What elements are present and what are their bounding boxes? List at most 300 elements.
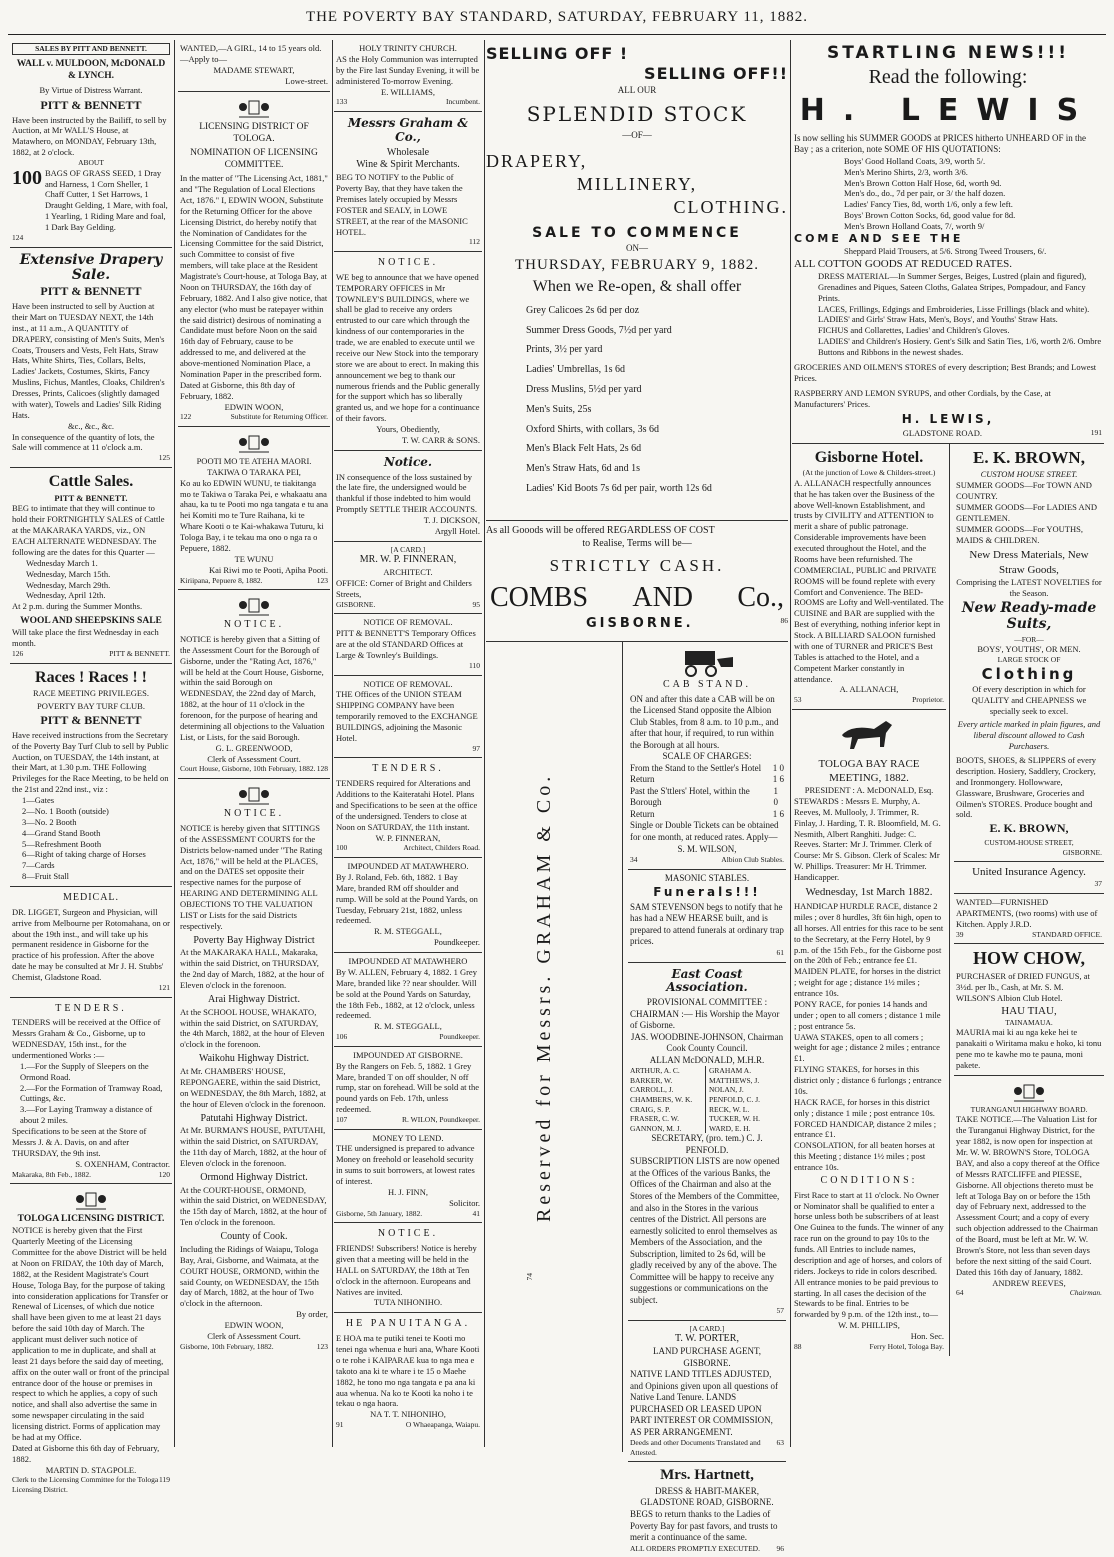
price-item: Men's Black Felt Hats, 2s 6d xyxy=(526,443,642,455)
architect-card xyxy=(334,542,482,615)
of-line: —OF— xyxy=(622,130,652,141)
coat-of-arms-icon xyxy=(237,432,271,454)
signature: E. WILLIAMS, xyxy=(381,86,435,97)
committee-title: PROVISIONAL COMMITTEE : xyxy=(646,997,768,1008)
reserved-label: Reserved for Messrs. GRAHAM & Co. xyxy=(533,772,555,1222)
architect-name: MR. W. P. FINNERAN, xyxy=(359,554,457,566)
brown-comp: Comprising the LATEST NOVELTIES for the Season. xyxy=(956,576,1102,598)
money-title: MONEY TO LEND. xyxy=(372,1132,444,1143)
district-text: At the MAKARAKA HALL, Makaraka, within the said District, on THURSDAY, the 2nd day of March, 1882, at the hour of Eleven o'clock in the forenoon. xyxy=(180,947,325,991)
panuitanga-title: HE PANUITANGA. xyxy=(345,1318,471,1330)
drapery-sale-ad xyxy=(10,248,172,468)
coat-of-arms-icon xyxy=(237,97,271,119)
column-5 xyxy=(792,40,1104,1449)
column-1 xyxy=(10,40,172,1495)
cotton-goods: ALL COTTON GOODS AT REDUCED RATES. xyxy=(794,257,1012,270)
signature: W. M. PHILLIPS, xyxy=(838,1320,900,1331)
place-line: GLADSTONE ROAD, GISBORNE. xyxy=(640,1497,774,1508)
scale-price: 1 6 xyxy=(772,808,784,819)
race-privileges: RACE MEETING PRIVILEGES. xyxy=(33,688,149,699)
instruction-text: Have been instructed by the Bailiff, to sell by Auction, at Mr WALL'S House, at Matawhero, on MONDAY, February 13th, 1882, at 2 o'clock. xyxy=(12,114,167,158)
tenders-text: TENDERS will be received at the Office of Messrs Graham & Co., Gisborne, up to WEDNESDAY, 15th inst., for the undermentioned Works :— xyxy=(12,1017,161,1060)
notice-text: WE beg to announce that we have opened TEMPORARY OFFICES in Mr TOWNLEY'S BUILDINGS, where we shall be glad to receive any orders entrusted to our care which through the kindness of our contemporaries in the trade, we are enabled to execute until we receive our New Stock into the temporary store we are about to erect. In making this announcement we beg to thank our numerous friends and the Public generally for the support which has so liberally granted us, and we hope for a continuance of their favors. xyxy=(336,271,480,424)
graham-title: Messrs Graham & Co., xyxy=(347,115,469,144)
removal-title: NOTICE OF REMOVAL. xyxy=(363,617,453,628)
races-title: Races ! Races ! ! xyxy=(35,668,147,686)
signature: R. M. STEGGALL, xyxy=(374,926,442,937)
signature: H. J. FINN, xyxy=(388,1186,428,1197)
price-item: Prints, 3½ per yard xyxy=(526,344,603,356)
ad-number: 121 xyxy=(158,982,170,992)
maori-notice-ad xyxy=(178,427,330,590)
scale-trip: Past the S'ttlers' Hotel, within the Borough xyxy=(630,785,750,808)
price-item: Oxford Shirts, with collars, 3s 6d xyxy=(526,423,660,435)
price-item: Dress Muslins, 5½d per yard xyxy=(526,383,642,395)
nomination-title: NOMINATION OF LICENSING COMMITTEE. xyxy=(190,147,318,170)
church-text: AS the Holy Communion was interrupted by the Fire last Sunday Evening, it will be administered To-morrow Evening. xyxy=(336,53,480,86)
cattle-text: BEG to intimate that they will continue to hold their FORTNIGHTLY SALES of Cattle at the MAKARAKA YARDS, viz., ON EACH ALTERNATE WEDNESDAY. The following are the dates for this Quarter — xyxy=(12,503,165,557)
column-rule xyxy=(484,40,485,1447)
how-chow-text: PURCHASER of DRIED FUNGUS, at 3½d. per lb., Cash, at Mr. S. M. WILSON'S Albion Club Hotel. xyxy=(956,970,1090,1003)
tologa-licensing-ad xyxy=(10,1184,172,1498)
hotel-text: A. ALLANACH respectfully announces that he has taken over the Business of the above Well-known Establishment, and trusts by CIVILITY and ATTENTION to merit a share of public patronage. Considerable improvements have been executed throughout the Hotel, and the Rooms have been refurnished. The COMMERCIAL, PUBLIC and PRIVATE ROOMS will be found replete with every Comfort and Convenience. The BED-ROOMS are Lofty and Well-ventilated. The CUISINE and BAR are supplied with the Best of everything, nothing inferior kept in Stock. A BILLIARD SALOON furnished with one of TURNER and PRICE'S Best Tables is attached to the Hotel, and a Competent Marker constantly in attendance. xyxy=(794,477,944,684)
notice-text: IN consequence of the loss sustained by the late fire, the undersigned would be thankful if those indebted to him would Promptly SETTLE THEIR ACCOUNTS. xyxy=(336,471,478,515)
realise-line: to Realise, Terms will be— xyxy=(582,537,692,549)
masthead-rule xyxy=(8,34,1106,35)
col5-right xyxy=(950,444,1104,1356)
member: ARTHUR, A. C. xyxy=(630,1066,680,1076)
privilege-item: 8—Fruit Stall xyxy=(22,871,69,882)
signatory-role: Architect, Childers Road. xyxy=(403,843,480,853)
etc-line: &c., &c., &c. xyxy=(67,420,115,431)
reserved-space xyxy=(486,642,623,1452)
ad-number: 123 xyxy=(316,575,328,585)
race-event: HACK RACE, for horses in this district only ; distance 1 mile ; post entrance 10s. xyxy=(794,1096,935,1118)
privilege-item: 7—Cards xyxy=(22,860,55,871)
notice-title: Notice. xyxy=(383,454,433,469)
race-event: FLYING STAKES, for horses in this district only ; distance 6 furlongs ; entrance 10s. xyxy=(794,1064,942,1096)
east-coast-title: East Coast Association. xyxy=(666,966,748,995)
impounded-title: IMPOUNDED AT MATAWHERO. xyxy=(347,861,469,872)
wanted-text: WANTED,—A GIRL, 14 to 15 years old.—Apply to— xyxy=(180,43,322,64)
combs-sale-ad xyxy=(486,44,788,521)
about-label: ABOUT xyxy=(78,158,104,168)
chairman-line: CHAIRMAN :— His Worship the Mayor of Gisborne. xyxy=(630,1008,780,1031)
raspberry-line: RASPBERRY AND LEMON SYRUPS, and other Cordials, by the Case, at Manufacturers' Prices. xyxy=(794,387,1051,409)
signature: E. K. BROWN, xyxy=(989,821,1069,836)
sheppard-line: Sheppard Plaid Trousers, at 5/6. Strong Tweed Trousers, 6/. xyxy=(844,245,1047,256)
card-label: [A CARD.] xyxy=(390,544,426,554)
brown-goods: SUMMER GOODS—For YOUTHS, MAIDS & CHILDREN. xyxy=(956,523,1083,545)
ek-brown-ad xyxy=(954,444,1104,863)
date-line: Gisborne, 5th January, 1882. xyxy=(336,1208,423,1218)
scale-trip: Return xyxy=(630,808,655,819)
lewis-more-item: LACES, Frillings, Edgings and Embroideries, Lisse Frillings (black and white). xyxy=(818,303,1090,314)
notice-text: NOTICE is hereby given that SITTINGS of the ASSESSMENT COURTS for the Districts below-named under "The Rating Act, 1876," will be held at the PLACES, and on the DATES set opposite their respective names for the purpose of HEARING AND DETERMINING ALL OBJECTIONS TO THE VALUATION LIST or Lists for the said Districts respectively. xyxy=(180,822,323,931)
tologa-title: TOLOGA LICENSING DISTRICT. xyxy=(17,1214,165,1225)
licensing-nomination-ad xyxy=(178,92,330,427)
sale-date: THURSDAY, FEBRUARY 9, 1882. xyxy=(515,257,759,274)
signature: MADAME STEWART, xyxy=(213,64,295,75)
bags-count: 100 xyxy=(12,166,42,189)
race-event: MAIDEN PLATE, for horses in the district ; weight for age ; distance 1½ miles ; entrance 10s. xyxy=(794,966,941,999)
ad-number: 100 xyxy=(336,843,348,853)
brown-title: E. K. BROWN, xyxy=(973,447,1085,467)
signatory-role: Clerk to the Licensing Committee for the Tologa Licensing District. xyxy=(12,1475,159,1495)
impounded-1 xyxy=(334,858,482,953)
tologa-text: NOTICE is hereby given that the First Quarterly Meeting of the Licensing Committee for the above District will be held at Noon on FRIDAY, the 10th day of March, 1882, at the Resident Magistrate's Court House, Tologa Bay, for the purpose of taking into consideration applications for Transfer or Renewal of Licenses, of which due notice shall have been given to me at least 21 days before the said 10th day of March. The applicant must deliver such notice of application to me in duplicate, and shall at least 21 days before the said day of meeting, affix on the outer wall or front of the principal entrance door of the house or premises in respect to which he applies, a copy of such notice, and shall also advertise the same in some newspaper circulating in the said licensing district. Forms of application may be had at my Office. xyxy=(12,1225,170,1442)
horse-icon xyxy=(834,715,904,755)
church-notice xyxy=(334,40,482,112)
notice-title: NOTICE. xyxy=(223,619,285,631)
for-line: —FOR— xyxy=(1014,634,1044,644)
signature: TUTA NIHONIHO. xyxy=(373,1297,443,1308)
district-title: Patutahi Highway District. xyxy=(200,1112,308,1124)
brown-clothing: Clothing xyxy=(981,664,1077,683)
place-line: GISBORNE. xyxy=(336,599,376,609)
cattle-date: Wednesday March 1. xyxy=(26,557,98,568)
signatory-role: Substitute for Returning Officer. xyxy=(230,412,328,422)
removal-title: NOTICE OF REMOVAL. xyxy=(363,678,453,689)
conditions-text: First Race to start at 11 o'clock. No Owner or Nominator shall be qualified to enter a horse unless both be subscribers of at least One Guinea to the funds. The winner of any race run on the ground to pay 10s to the funds. All Entries to include names, description and age of horses, and colors of riders. Jockeys to ride in colors described. All entrance monies to be paid previous to starting. In all cases the decision of the Stewards to be final. Entries to be forwarded by 9 p.m. of the 12th inst., to— xyxy=(794,1189,944,1320)
tenders-ad xyxy=(10,998,172,1185)
masonic-title: MASONIC STABLES. xyxy=(664,872,750,883)
ad-number: 61 xyxy=(776,947,784,957)
co-word: Co., xyxy=(737,582,784,614)
tenders-spec: Specifications to be seen at the Store of Messrs J. & A. Davis, on and after THURSDAY, the 9th inst. xyxy=(12,1126,147,1158)
date-line: Dated this 16th day of January, 1882. xyxy=(956,1266,1083,1277)
wool-text: Will take place the first Wednesday in each month. xyxy=(12,627,159,649)
tologa-race-ad xyxy=(792,710,946,1356)
col5-lower xyxy=(792,444,1104,1356)
maori-text: Ko au ko EDWIN WUNU, te tiakitanga mo te Takiwa o Taraka Pei, e whakaatu ana ahau, ka tu te Pooti mo nga tangata e tu ana hei Komiti mo te Ture Raihana, ki te Whare Kooti o te Kai-whakawa Tuturu, ki Tologa Bay, i te tekau ma ono o nga ra o Pepuere, 1882. xyxy=(180,477,328,553)
graham-subtitle: Wholesale xyxy=(386,146,430,158)
ad-number: 34 xyxy=(630,855,638,865)
price-item: Ladies' Umbrellas, 1s 6d xyxy=(526,364,626,376)
regardless-line: As all Gooods will be offered REGARDLESS OF COST xyxy=(486,525,715,536)
tainamaua: TAINAMAUA. xyxy=(1005,1017,1053,1027)
turf-club: POVERTY BAY TURF CLUB. xyxy=(37,701,145,712)
date-line: Dated at Gisborne, this 8th day of February, 1882. xyxy=(180,379,295,401)
races-text: Have received instructions from the Secretary of the Poverty Bay Turf Club to sell by Public Auction, on TUESDAY, the 14th instant, at their Mart, at 1.30 p.m. THE Following Privileges for the Race Meeting, to be held on the 21st and 22nd inst., viz : xyxy=(12,729,169,795)
right-ads xyxy=(628,642,786,1557)
hartnett-subtitle: DRESS & HABIT-MAKER, xyxy=(655,1485,759,1496)
hotel-subtitle: (At the junction of Lowe & Childers-street.) xyxy=(802,468,936,478)
signatory-role: Incumbent. xyxy=(446,97,480,107)
privilege-item: 2—No. 1 Booth (outside) xyxy=(22,805,109,816)
strictly-cash: STRICTLY CASH. xyxy=(549,555,725,575)
signature: EDWIN WOON, xyxy=(224,401,284,412)
hartnett-title: Mrs. Hartnett, xyxy=(660,1467,754,1484)
cattle-sales-ad xyxy=(10,468,172,664)
auctioneer-name: PITT & BENNETT xyxy=(40,97,142,112)
signature: MARTIN D. STAGPOLE. xyxy=(45,1464,137,1475)
card-label: [A CARD.] xyxy=(689,1323,725,1333)
gisborne-word: GISBORNE. xyxy=(586,616,694,632)
signature: T. W. CARR & SONS. xyxy=(401,434,480,445)
signature: S. OXENHAM, Contractor. xyxy=(75,1158,170,1169)
member: WARD, E. H. xyxy=(709,1123,751,1133)
place-line: GISBORNE. xyxy=(683,1357,731,1368)
ad-number: 74 xyxy=(524,1273,534,1281)
ad-number: 39 xyxy=(956,929,964,939)
tender-item: 3.—For Laying Tramway a distance of about 2 miles. xyxy=(20,1104,153,1126)
price-item: Men's Suits, 25s xyxy=(526,403,592,415)
ad-number: 128 xyxy=(316,764,328,774)
place-line: Lowe-street. xyxy=(285,75,328,86)
signature: ANDREW REEVES, xyxy=(992,1277,1066,1288)
lewis-more-item: FICHUS and Collarettes, Ladies' and Children's Gloves. xyxy=(818,325,1010,336)
impounded-title: IMPOUNDED AT MATAWHERO xyxy=(348,956,468,967)
scale-trip: Return xyxy=(630,774,655,785)
removal-notice-1 xyxy=(334,614,482,675)
column-rule xyxy=(174,40,175,1447)
race-event: HANDICAP HURDLE RACE, distance 2 miles ; over 8 hurdles, 3ft 6in high, open to all horses. All entries for this race to be sent to the Secretary, at the Ferry Hotel, by 9 p.m. of the 15th Feb., for the Gisborne post on the 20th of Feb.; entrance fee £1. xyxy=(794,901,944,966)
funerals-ad xyxy=(628,870,786,963)
signatory-role: Albion Club Stables. xyxy=(721,855,784,865)
lewis-intro: Is now selling his SUMMER GOODS at PRICES hitherto UNHEARD OF in the Bay ; as a criterion, note SOME OF HIS QUOTATIONS: xyxy=(794,132,1087,155)
nomination-text: In the matter of "The Licensing Act, 1881," and "The Regulation of Local Elections Act, 1876." I, EDWIN WOON, Substitute for the Returning Officer for the above Licensing District, do hereby notify that the Nomination of Candidates for the Licensing Committee for the said District, such Committee to consist of five members, will take place at the Resident Magistrate's Court-house, at Tologa Bay, at Noon on THURSDAY, the 16th day of February, 1882. And I also give notice, that any elector (who must be ratepayer within the said district) desirous of nominating a Candidate must before Noon on the said 16th day of February, cause to be addressed to me, and delivered at the above-mentioned Nomination Place, a Nomination Paper in the prescribed form. xyxy=(180,173,328,379)
money-lend-ad xyxy=(334,1130,482,1224)
cab-note: Single or Double Tickets can be obtained for one month, at reduced rates. Apply— xyxy=(630,820,779,842)
price-item: Men's Straw Hats, 6d and 1s xyxy=(526,463,641,475)
committee-member: ALLAN McDONALD, M.H.R. xyxy=(649,1054,765,1065)
auctioneer-name: PITT & BENNETT xyxy=(40,713,142,727)
licensing-title: LICENSING DISTRICT OF TOLOGA. xyxy=(199,121,309,144)
date-line: Makaraka, 8th Feb., 1882. xyxy=(12,1169,91,1179)
member: MATTHEWS, J. xyxy=(709,1075,760,1085)
privilege-item: 4—Grand Stand Booth xyxy=(22,827,101,838)
column-2 xyxy=(178,40,330,1449)
coat-of-arms-icon xyxy=(237,784,271,806)
notice-title: NOTICE. xyxy=(377,1228,439,1240)
race-date: Wednesday, 1st March 1882. xyxy=(805,885,933,898)
on-line: ON— xyxy=(626,242,648,253)
porter-name: T. W. PORTER, xyxy=(675,1333,739,1345)
member: CRAIG, S. P. xyxy=(630,1104,671,1114)
porter-role: LAND PURCHASE AGENT, xyxy=(652,1346,762,1357)
signature: NA T. T. NIHONIHO, xyxy=(370,1409,446,1420)
ad-number: 53 xyxy=(794,695,802,705)
ad-number: 126 xyxy=(12,649,24,659)
place-line: GISBORNE. xyxy=(1062,847,1102,857)
brown-goods: SUMMER GOODS—For LADIES AND GENTLEMEN. xyxy=(956,501,1097,523)
auctioneer-name: PITT & BENNETT xyxy=(40,284,142,299)
races-ad xyxy=(10,664,172,887)
signatory-role: CUSTOM-HOUSE STREET, xyxy=(984,838,1074,848)
lewis-item: Men's Merino Shirts, 2/3, worth 3/6. xyxy=(844,166,968,177)
date-line: Dated at Gisborne this 6th day of February, 1882. xyxy=(12,1442,160,1464)
graham-text: BEG TO NOTIFY to the Public of Poverty Bay, that they have taken the Premises lately occupied by Messrs FOSTER and SEALY, in LOWE STREET, at the rear of the MASONIC HOTEL. xyxy=(336,172,468,237)
hartnett-text: BEGS to return thanks to the Ladies of Poverty Bay for past favors, and trusts to merit a continuance of the same. xyxy=(630,1508,778,1543)
ad-number: 95 xyxy=(472,599,480,609)
drapery-title: Extensive Drapery Sale. xyxy=(19,251,163,283)
wanted-girl-ad xyxy=(178,40,330,92)
signatory-role: Poundkeeper. xyxy=(439,1032,480,1042)
district-title: Waikohu Highway District. xyxy=(198,1053,309,1065)
cattle-date: Wednesday, March 29th. xyxy=(26,579,111,590)
notice-title: NOTICE. xyxy=(223,808,285,820)
drapery-note: In consequence of the quantity of lots, the Sale will commence at 11 o'clock a.m. xyxy=(12,431,155,453)
district-title: Poverty Bay Highway District xyxy=(193,934,315,946)
drapery-text: Have been instructed to sell by Auction at their Mart on TUESDAY NEXT, the 14th inst., at 11 a.m., A QUANTITY of DRAPERY, consisting of Men's Suits, Men's Coats, Trousers and Vests, Felt Hats, Straw Hats, White Shirts, Ties, Collars, Belts, Ladies' Jackets, Costumes, Skirts, Fancy Muslins, Fichus, Mantles, Cloaks, Children's Dresses, Prints, Calicoes (slightly damaged with water), Towels and Ladies' Silk Riding Hats. xyxy=(12,301,165,420)
architect-role: ARCHITECT. xyxy=(383,567,433,578)
signatory-role: Clerk of Assessment Court. xyxy=(207,1330,301,1341)
order-line: By order, xyxy=(296,1309,328,1320)
subscription-text: SUBSCRIPTION LISTS are now opened at the Offices of the various Banks, the Offices of the Chairman and also at the Stores of the Members of the Committee, and also in the Stores in the various centres of the District. All persons are earnestly solicited to enrol themselves as Members of the Association, and the Subscription, limited to 2s 6d, will be gladly received by any of the above. The Committee will be happy to receive any suggestions or communications on the subject. xyxy=(630,1156,780,1305)
lewis-item: Men's Brown Holland Coats, 7/, worth 9/ xyxy=(844,221,985,232)
assessment-courts-notice xyxy=(178,779,330,1355)
brown-boys: BOYS', YOUTHS', OR MEN. xyxy=(977,644,1081,655)
ad-number: 91 xyxy=(336,1420,344,1430)
lewis-ad xyxy=(792,40,1104,444)
east-coast-ad xyxy=(628,963,786,1321)
cattle-date: Wednesday, March 15th. xyxy=(26,568,111,579)
ad-number: 124 xyxy=(12,232,24,242)
race-event: FORCED HANDICAP, distance 2 miles ; entrance £1. xyxy=(794,1118,937,1140)
district-text: Including the Ridings of Waiapu, Tologa Bay, Arai, Gisborne, and Waimata, at the COURT HOUSE, ORMOND, within the said County, on WEDNESDAY, the 15th day of March, 1882, at the hour of Two o'clock in the afternoon. xyxy=(180,1243,320,1309)
cattle-date: Wednesday, April 12th. xyxy=(26,590,106,601)
ad-number: 57 xyxy=(776,1306,784,1316)
race-event: PONY RACE, for ponies 14 hands and under ; open to all comers ; distance 1 mile ; post entrance 5s. xyxy=(794,998,941,1031)
medical-title: MEDICAL. xyxy=(62,892,120,904)
lewis-item: Boys' Brown Cotton Socks, 6d, good value for 8d. xyxy=(844,210,1016,221)
ad-number: 96 xyxy=(776,1543,784,1553)
brown-suits: New Ready-made Suits, xyxy=(961,600,1097,633)
member: CHAMBERS, W. K. xyxy=(630,1095,693,1105)
maori-notice-2 xyxy=(334,1223,482,1313)
millinery-word: MILLINERY, xyxy=(576,173,698,194)
wanted-apartments-ad xyxy=(954,894,1104,944)
signatory-role: Poundkeeper. xyxy=(433,937,480,948)
church-title: HOLY TRINITY CHURCH. xyxy=(359,43,457,53)
cab-stand-ad xyxy=(628,642,786,870)
combs-footer xyxy=(486,525,788,642)
masthead: THE POVERTY BAY STANDARD, SATURDAY, FEBRUARY 11, 1882. xyxy=(305,9,809,25)
cattle-time: At 2 p.m. during the Summer Months. xyxy=(12,601,143,612)
panuitanga-text: E HOA ma te putiki tenei te Kooti mo tenei nga whenua e huri ana, Whare Kooti o te rohe i KAIPARAE kua to nga mea e takoto ana ki te whare i te 15 o Maehe 1882, he tono mo nga tangata e pa ana ki aua whenua. Na ko te Kooti ka noho i te tekau o nga haora. xyxy=(336,1333,480,1409)
signatory-role: Hon. Sec. xyxy=(910,1331,944,1342)
ad-number: 97 xyxy=(472,743,480,753)
tenders-title: TENDERS. xyxy=(372,763,444,775)
carr-notice xyxy=(334,252,482,451)
medical-ad xyxy=(10,887,172,998)
clothing-word: CLOTHING. xyxy=(673,196,788,217)
hartnett-orders: ALL ORDERS PROMPTLY EXECUTED. xyxy=(630,1543,760,1553)
ad-number: 37 xyxy=(1094,879,1102,889)
ad-number: 112 xyxy=(469,237,480,247)
signature: R. WILON, Poundkeeper. xyxy=(402,1115,480,1124)
come-see: COME AND SEE THE xyxy=(794,231,964,245)
ad-number: 125 xyxy=(158,453,170,463)
startling-news: STARTLING NEWS!!! xyxy=(827,43,1069,63)
scale-price: 1 0 xyxy=(773,785,778,808)
panuitanga-notice xyxy=(334,1313,482,1433)
scale-title: SCALE OF CHARGES: xyxy=(662,751,752,762)
signature: G. L. GREENWOOD, xyxy=(215,742,293,753)
signatory-role: Argyll Hotel. xyxy=(434,525,480,536)
porter-deeds: Deeds and other Documents Translated and Attested. xyxy=(630,1438,761,1457)
turanganui-ad xyxy=(954,1076,1104,1302)
race-event: UAWA STAKES, open to all comers ; weight for age ; distance 2 miles ; entrance £1. xyxy=(794,1031,940,1064)
signatory-role: Chairman. xyxy=(1069,1288,1102,1298)
column-4 xyxy=(486,40,788,1553)
graham-subtitle: Wine & Spirit Merchants. xyxy=(356,159,460,171)
member: PENFOLD, C. J. xyxy=(709,1095,761,1105)
ad-number: 64 xyxy=(956,1288,964,1298)
reopen-line: When we Re-open, & shall offer xyxy=(532,278,742,296)
price-list xyxy=(486,305,788,496)
ad-number: 106 xyxy=(336,1032,348,1042)
ad-number: 133 xyxy=(336,97,348,107)
case-title: WALL v. MULDOON, McDONALD & LYNCH. xyxy=(16,58,166,81)
turanganui-title: TURANGANUI HIGHWAY BOARD. xyxy=(970,1104,1088,1114)
brown-large: LARGE STOCK OF xyxy=(997,655,1061,665)
lewis-road: GLADSTONE ROAD. xyxy=(902,427,982,438)
ad-number: 122 xyxy=(180,412,192,422)
ad-number: 86 xyxy=(780,616,788,626)
tenders-title: TENDERS. xyxy=(55,1002,127,1014)
gisborne-hotel-ad xyxy=(792,444,946,710)
pitt-bennett-wall-sale xyxy=(10,40,172,248)
member: FRASER, C. W. xyxy=(630,1114,679,1124)
united-insurance: United Insurance Agency. xyxy=(972,866,1086,879)
signature: W. P. FINNERAN, xyxy=(375,832,441,843)
signature: S. M. WILSON, xyxy=(677,843,737,854)
cab-text: ON and after this date a CAB will be on the Licensed Stand opposite the Albion Club Stables, from 8 a.m. to 10 p.m., and after that hour, if required, to run within the Borough at all hours. xyxy=(630,693,779,750)
signatory-role: Proprietor. xyxy=(912,695,944,705)
signature: R. M. STEGGALL, xyxy=(374,1021,442,1032)
impounded-2 xyxy=(334,953,482,1047)
coat-of-arms-icon xyxy=(1012,1081,1046,1103)
member: GRAHAM A. xyxy=(709,1066,752,1076)
graham-merchants-ad xyxy=(334,112,482,252)
date-line: Gisborne, 10th February, 1882. xyxy=(180,1341,274,1351)
office-line: STANDARD OFFICE. xyxy=(1032,929,1102,939)
district-text: At Mr. CHAMBERS' HOUSE, REPONGAERE, within the said District, on WEDNESDAY, the 8th March, 1882, at the hour of Eleven o'clock in the forenoon. xyxy=(180,1066,326,1109)
hotel-title: Gisborne Hotel. xyxy=(814,448,924,466)
race-stewards: STEWARDS : Messrs E. Murphy, A. Reeves, M. Mullooly, J. Trimmer, R. Finlay, J. Harding, T. R. Bloomfield, M. G. Nesmith, Albert Ranghiti. Judge: C. Reeves. Starter: Mr J. Trimmer. Clerk of Course: Mr S. Gibson. Clerk of Scales: Mr W. Phillips. Treasurer: Mr H. Trimmer. Handicapper. xyxy=(794,795,941,883)
race-president: PRESIDENT : A. McDONALD, Esq. xyxy=(804,785,934,796)
ad-number: 110 xyxy=(469,660,480,670)
district-title: Arai Highway District. xyxy=(208,993,300,1005)
distress-line: By Virtue of Distress Warrant. xyxy=(39,84,143,95)
ad-number: 123 xyxy=(316,1341,328,1351)
impounded-title: IMPOUNDED AT GISBORNE. xyxy=(353,1049,463,1060)
district-title: Ormond Highway District. xyxy=(200,1171,308,1183)
selling-off-2: SELLING OFF!! xyxy=(644,64,788,84)
signature: EDWIN WOON, xyxy=(224,1320,284,1331)
brown-subtitle: CUSTOM HOUSE STREET. xyxy=(980,469,1078,480)
united-insurance-ad xyxy=(954,862,1104,894)
col5-left xyxy=(792,444,950,1356)
column-rule xyxy=(790,40,791,1447)
scale-trip: From the Stand to the Settler's Hotel xyxy=(630,762,762,773)
bags-text: BAGS OF GRASS SEED, 1 Dray and Harness, 1 Corn Sheller, 1 Chaff Cutter, 1 Set Harrows, 1 Draught Gelding, 1 Mare, with foal, 1 Yearling, 1 Riding Mare and foal, 1 Dark Bay Gelding. xyxy=(45,167,168,233)
removal-notice-2 xyxy=(334,676,482,759)
dickson-notice xyxy=(334,451,482,542)
privilege-item: 3—No. 2 Booth xyxy=(22,816,77,827)
district-title: County of Cook. xyxy=(220,1231,288,1243)
member: TUCKER, W. H. xyxy=(709,1114,761,1124)
signatory-role: Solicitor. xyxy=(449,1197,480,1208)
ad-number: 41 xyxy=(472,1208,480,1218)
removal-text: PITT & BENNETT'S Temporary Offices are at the old STANDARD Offices at Large & Townley's Buildings. xyxy=(336,628,476,661)
privilege-item: 6—Right of taking charge of Horses xyxy=(22,849,146,860)
signature: H. LEWIS, xyxy=(901,412,995,427)
wanted-apartments: WANTED—FURNISHED APARTMENTS, (two rooms) with use of Kitchen. Apply J.R.D. xyxy=(956,896,1098,929)
signature: PITT & BENNETT. xyxy=(109,649,170,659)
